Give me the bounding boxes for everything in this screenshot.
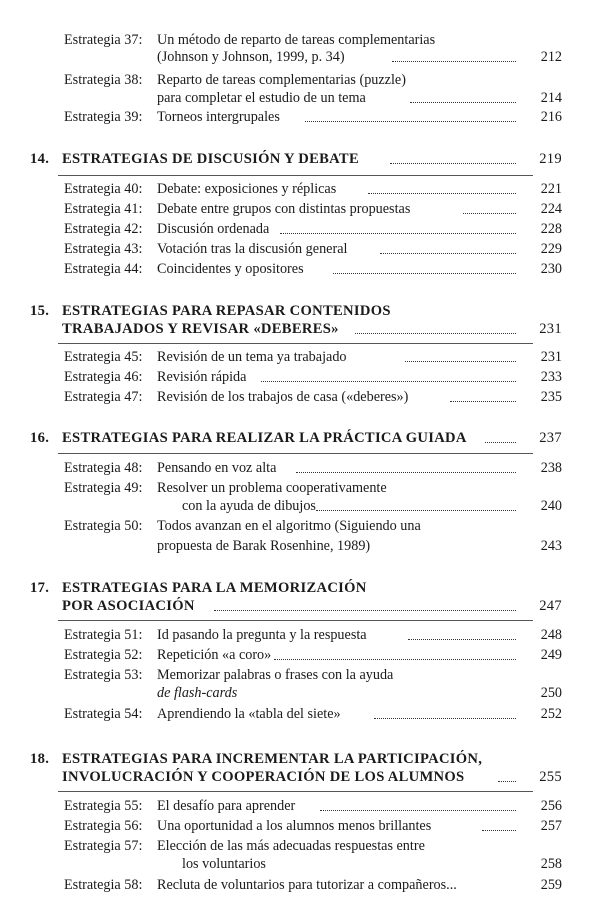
section-page: 255: [539, 769, 562, 785]
section-divider: [58, 175, 533, 176]
section-title: INVOLUCRACIÓN Y COOPERACIÓN DE LOS ALUMNOS: [62, 769, 465, 785]
dot-leader: [274, 659, 516, 660]
entry-label: Estrategia 51:: [64, 627, 143, 643]
dot-leader: [333, 273, 516, 274]
entry-page: 216: [540, 109, 562, 125]
entry-page: 238: [540, 460, 562, 476]
section-title: ESTRATEGIAS PARA INCREMENTAR LA PARTICIPACIÓN,: [62, 751, 483, 767]
entry-title: Un método de reparto de tareas complementarias: [157, 32, 436, 48]
entry-page: 249: [540, 647, 562, 663]
entry-label: Estrategia 47:: [64, 389, 143, 405]
dot-leader: [390, 163, 516, 164]
entry-label: Estrategia 39:: [64, 109, 143, 125]
section-number: 16.: [30, 430, 50, 446]
dot-leader: [408, 639, 516, 640]
dot-leader: [316, 510, 516, 511]
entry-page: 224: [540, 201, 562, 217]
dot-leader: [320, 810, 516, 811]
entry-label: Estrategia 48:: [64, 460, 143, 476]
entry-title: Revisión de los trabajos de casa («deberes»): [157, 389, 409, 405]
entry-page: 231: [540, 349, 562, 365]
section-title: POR ASOCIACIÓN: [62, 598, 195, 614]
section-title: ESTRATEGIAS DE DISCUSIÓN Y DEBATE: [62, 151, 359, 167]
entry-page: 258: [540, 856, 562, 872]
entry-title: Discusión ordenada: [157, 221, 270, 237]
section-page: 247: [539, 598, 562, 614]
section-divider: [58, 620, 533, 621]
dot-leader: [368, 193, 516, 194]
entry-title: Revisión de un tema ya trabajado: [157, 349, 347, 365]
entry-title: Torneos intergrupales: [157, 109, 280, 125]
entry-title: propuesta de Barak Rosenhine, 1989): [157, 538, 371, 554]
entry-label: Estrategia 46:: [64, 369, 143, 385]
section-page: 219: [539, 151, 562, 167]
entry-title: (Johnson y Johnson, 1999, p. 34): [157, 49, 345, 65]
entry-label: Estrategia 44:: [64, 261, 143, 277]
entry-page: 214: [540, 90, 562, 106]
section-number: 14.: [30, 151, 50, 167]
entry-label: Estrategia 42:: [64, 221, 143, 237]
entry-label: Estrategia 40:: [64, 181, 143, 197]
dot-leader: [410, 102, 516, 103]
entry-page: 256: [540, 798, 562, 814]
entry-page: 243: [540, 538, 562, 554]
entry-title: para completar el estudio de un tema: [157, 90, 366, 106]
entry-title: Debate: exposiciones y réplicas: [157, 181, 337, 197]
entry-label: Estrategia 50:: [64, 518, 143, 534]
entry-page: 230: [540, 261, 562, 277]
entry-label: Estrategia 45:: [64, 349, 143, 365]
entry-page: 248: [540, 627, 562, 643]
section-title: ESTRATEGIAS PARA LA MEMORIZACIÓN: [62, 580, 367, 596]
entry-page: 233: [540, 369, 562, 385]
entry-page: 228: [540, 221, 562, 237]
entry-page: 235: [540, 389, 562, 405]
entry-title: Aprendiendo la «tabla del siete»: [157, 706, 341, 722]
dot-leader: [482, 830, 516, 831]
dot-leader: [450, 401, 516, 402]
entry-label: Estrategia 43:: [64, 241, 143, 257]
dot-leader: [374, 718, 516, 719]
section-number: 18.: [30, 751, 50, 767]
entry-title: los voluntarios: [182, 856, 266, 872]
entry-title: Resolver un problema cooperativamente: [157, 480, 387, 496]
section-page: 231: [539, 321, 562, 337]
entry-title: con la ayuda de dibujos: [182, 498, 316, 514]
dot-leader: [296, 472, 516, 473]
section-number: 17.: [30, 580, 50, 596]
entry-title: Reparto de tareas complementarias (puzzle): [157, 72, 406, 88]
dot-leader: [405, 361, 516, 362]
entry-page: 257: [540, 818, 562, 834]
entry-title: Revisión rápida: [157, 369, 247, 385]
entry-label: Estrategia 57:: [64, 838, 143, 854]
section-title: ESTRATEGIAS PARA REPASAR CONTENIDOS: [62, 303, 391, 319]
dot-leader: [355, 333, 516, 334]
entry-label: Estrategia 53:: [64, 667, 143, 683]
entry-title: Repetición «a coro»: [157, 647, 272, 663]
dot-leader: [380, 253, 516, 254]
entry-title: Memorizar palabras o frases con la ayuda: [157, 667, 394, 683]
entry-label: Estrategia 37:: [64, 32, 143, 48]
entry-title: Pensando en voz alta: [157, 460, 277, 476]
entry-page: 229: [540, 241, 562, 257]
section-divider: [58, 453, 533, 454]
entry-title: Elección de las más adecuadas respuestas entre: [157, 838, 425, 854]
entry-page: 252: [540, 706, 562, 722]
entry-title: Todos avanzan en el algoritmo (Siguiendo una: [157, 518, 421, 534]
entry-title: Coincidentes y opositores: [157, 261, 304, 277]
entry-page: 240: [540, 498, 562, 514]
entry-title: Id pasando la pregunta y la respuesta: [157, 627, 367, 643]
dot-leader: [261, 381, 516, 382]
entry-title: Una oportunidad a los alumnos menos brillantes: [157, 818, 432, 834]
section-page: 237: [539, 430, 562, 446]
section-title: ESTRATEGIAS PARA REALIZAR LA PRÁCTICA GUIADA: [62, 430, 467, 446]
dot-leader: [305, 121, 516, 122]
entry-label: Estrategia 38:: [64, 72, 143, 88]
section-divider: [58, 791, 533, 792]
entry-title: El desafío para aprender: [157, 798, 296, 814]
entry-label: Estrategia 52:: [64, 647, 143, 663]
entry-page: 212: [540, 49, 562, 65]
entry-title: de flash-cards: [157, 685, 238, 701]
entry-label: Estrategia 41:: [64, 201, 143, 217]
section-divider: [58, 343, 533, 344]
entry-page: 221: [540, 181, 562, 197]
dot-leader: [214, 610, 516, 611]
section-number: 15.: [30, 303, 50, 319]
dot-leader: [392, 61, 516, 62]
dot-leader: [485, 442, 516, 443]
entry-label: Estrategia 56:: [64, 818, 143, 834]
entry-page: 250: [540, 685, 562, 701]
dot-leader: [463, 213, 516, 214]
entry-title: Debate entre grupos con distintas propuestas: [157, 201, 411, 217]
entry-label: Estrategia 54:: [64, 706, 143, 722]
entry-title: Votación tras la discusión general: [157, 241, 348, 257]
section-title: TRABAJADOS Y REVISAR «DEBERES»: [62, 321, 339, 337]
entry-page: 259: [540, 877, 562, 893]
dot-leader: [498, 781, 516, 782]
entry-title: Recluta de voluntarios para tutorizar a compañeros...: [157, 877, 457, 893]
entry-label: Estrategia 55:: [64, 798, 143, 814]
dot-leader: [280, 233, 516, 234]
entry-label: Estrategia 49:: [64, 480, 143, 496]
entry-label: Estrategia 58:: [64, 877, 143, 893]
